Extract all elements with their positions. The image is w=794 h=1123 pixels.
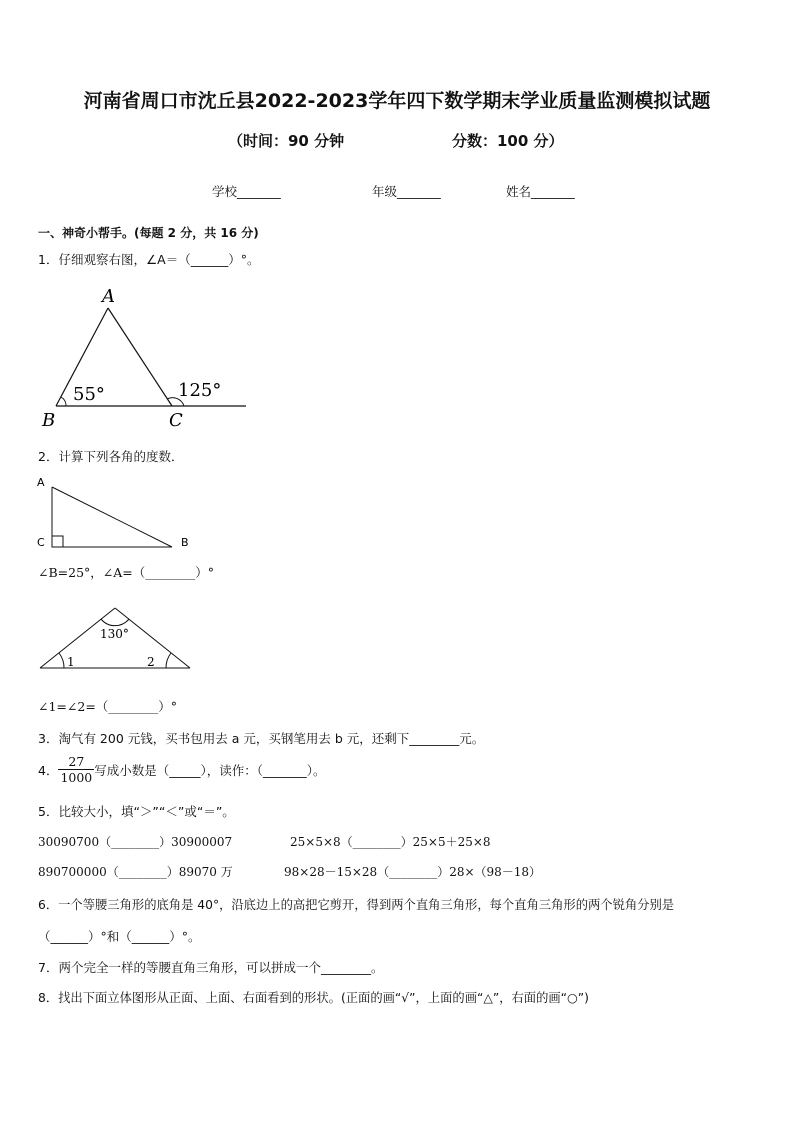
vertex-c-label: C xyxy=(37,536,45,549)
compare-row-2a: 890700000（________）89070 万 xyxy=(38,865,233,879)
question-1: 1．仔细观察右图，∠A＝（______）°。 xyxy=(38,252,260,267)
question-4-text: 写成小数是（_____），读作：（_______）。 xyxy=(94,762,326,778)
exterior-angle-label: 125° xyxy=(178,380,222,401)
fraction-denominator: 1000 xyxy=(60,770,93,785)
exam-score: 分数：100 分） xyxy=(452,132,564,150)
name-field: 姓名_______ xyxy=(506,184,575,199)
question-5: 5．比较大小，填“＞”“＜”或“＝”。 xyxy=(38,804,235,819)
compare-row-1b: 25×5×8（________）25×5＋25×8 xyxy=(290,835,491,849)
vertex-b-label: B xyxy=(181,536,189,549)
angle-1-label: 1 xyxy=(67,655,75,669)
school-field: 学校_______ xyxy=(212,184,281,199)
fraction xyxy=(58,754,94,785)
grade-field: 年级_______ xyxy=(372,184,441,199)
question-2-part-1: ∠B=25°，∠A=（________）° xyxy=(38,565,215,580)
vertex-b-label: B xyxy=(42,410,56,431)
vertex-a-label: A xyxy=(102,286,115,307)
vertex-a-label: A xyxy=(37,476,45,489)
fraction-numerator: 27 xyxy=(58,754,94,770)
page-title: 河南省周口市沈丘县2022-2023学年四下数学期末学业质量监测模拟试题 xyxy=(83,90,711,112)
right-triangle-figure xyxy=(34,472,204,556)
exam-time: （时间：90 分钟 xyxy=(228,132,345,150)
question-7: 7．两个完全一样的等腰直角三角形，可以拼成一个________。 xyxy=(38,960,384,975)
question-4 xyxy=(38,754,326,785)
section-heading: 一、神奇小帮手。(每题 2 分，共 16 分) xyxy=(38,226,259,240)
question-8: 8．找出下面立体图形从正面、上面、右面看到的形状。(正面的画“√”，上面的画“△”，右面的画“○”) xyxy=(38,991,589,1005)
triangle-figure-1 xyxy=(36,282,256,432)
isosceles-triangle-figure xyxy=(34,600,198,674)
question-6-line-1: 6．一个等腰三角形的底角是 40°，沿底边上的高把它剪开，得到两个直角三角形，每个直角三角形的两个锐角分别是 xyxy=(38,898,675,912)
angle-b-label: 55° xyxy=(73,384,105,405)
question-6-line-2: （______）°和（______）°。 xyxy=(38,929,201,944)
question-3: 3．淘气有 200 元钱，买书包用去 a 元，买钢笔用去 b 元，还剩下________元。 xyxy=(38,731,485,746)
compare-row-2b: 98×28－15×28（________）28×（98－18） xyxy=(284,865,542,879)
angle-2-label: 2 xyxy=(147,655,155,669)
top-angle-label: 130° xyxy=(100,627,129,641)
question-4-number: 4． xyxy=(38,762,59,778)
vertex-c-label: C xyxy=(169,410,183,431)
question-2: 2．计算下列各角的度数． xyxy=(38,449,184,464)
compare-row-1a: 30090700（________）30900007 xyxy=(38,835,233,849)
question-2-part-2: ∠1=∠2=（________）° xyxy=(38,699,178,714)
